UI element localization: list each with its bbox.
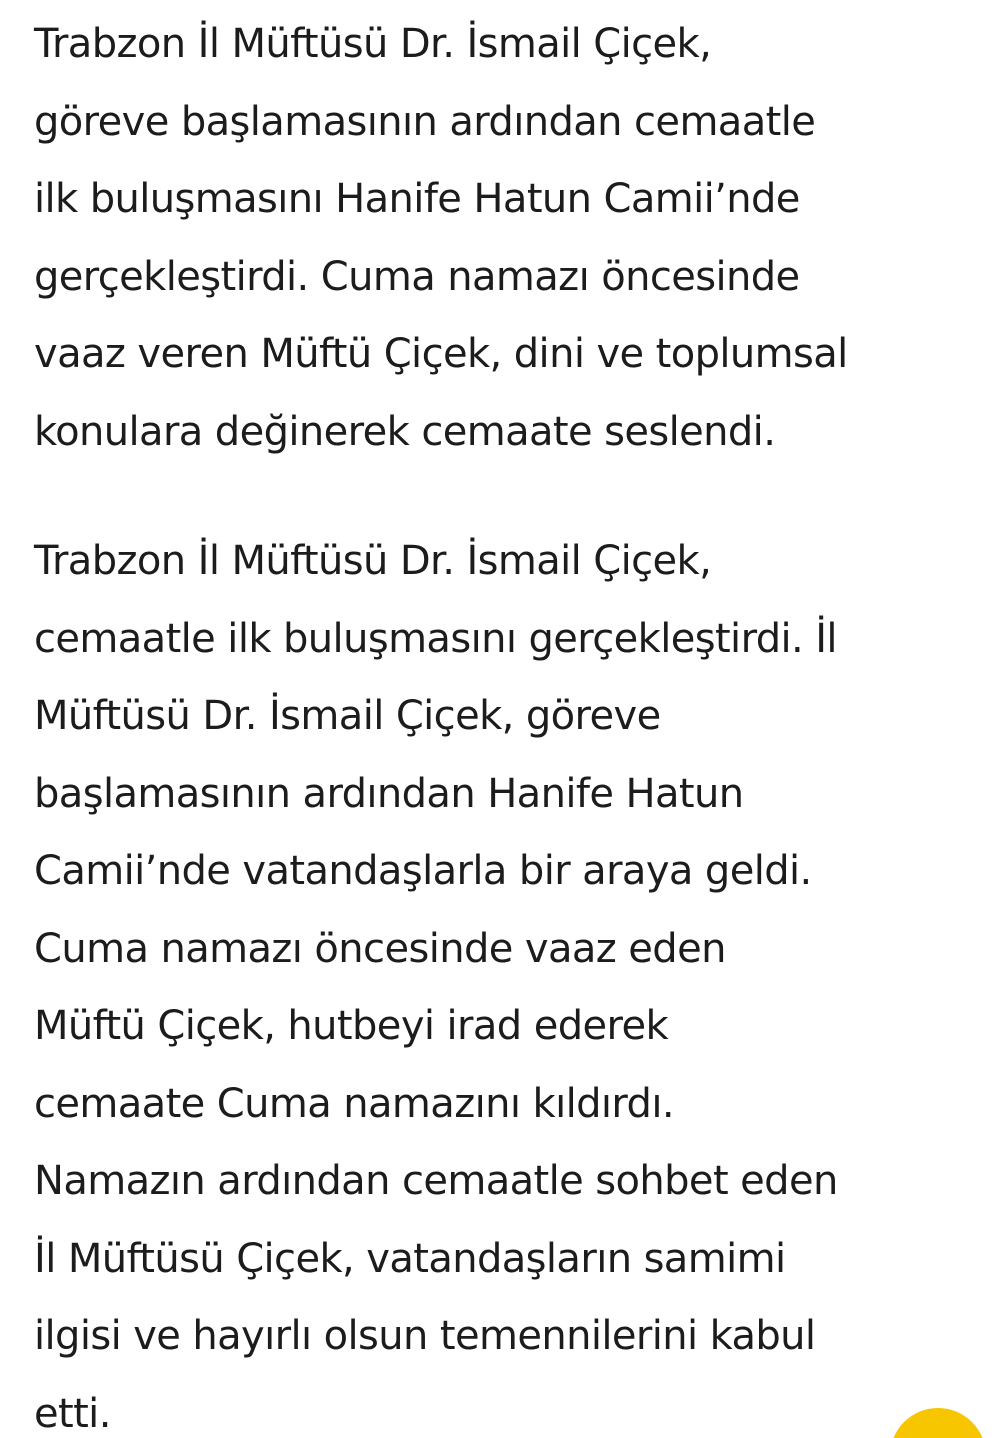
paragraph-line: cemaate Cuma namazını kıldırdı. xyxy=(34,1080,674,1127)
paragraph-line: vaaz veren Müftü Çiçek, dini ve toplumsal xyxy=(34,331,848,377)
paragraph-line: başlamasının ardından Hanife Hatun xyxy=(34,770,744,817)
paragraph-line: etti. xyxy=(34,1390,111,1437)
paragraph-line: Camii’nde vatandaşlarla bir araya geldi. xyxy=(34,848,812,894)
paragraph-line: Trabzon İl Müftüsü Dr. İsmail Çiçek, xyxy=(34,538,712,584)
paragraph-line: Cuma namazı öncesinde vaaz eden xyxy=(34,925,726,972)
paragraph-line: ilk buluşmasını Hanife Hatun Camii’nde xyxy=(34,176,800,222)
article-paragraph-2 xyxy=(34,523,984,1438)
article-paragraph-1 xyxy=(34,6,984,471)
paragraph-line: Müftü Çiçek, hutbeyi irad ederek xyxy=(34,1003,669,1049)
article-body xyxy=(34,6,984,1438)
paragraph-line: gerçekleştirdi. Cuma namazı öncesinde xyxy=(34,253,800,300)
paragraph-line: İl Müftüsü Çiçek, vatandaşların samimi xyxy=(34,1235,786,1282)
paragraph-line: göreve başlamasının ardından cemaatle xyxy=(34,98,816,145)
paragraph-line: ilgisi ve hayırlı olsun temennilerini kabul xyxy=(34,1313,816,1359)
paragraph-line: konulara değinerek cemaate seslendi. xyxy=(34,408,776,455)
paragraph-line: cemaatle ilk buluşmasını gerçekleştirdi. İl xyxy=(34,615,837,662)
paragraph-line: Müftüsü Dr. İsmail Çiçek, göreve xyxy=(34,693,661,739)
paragraph-line: Trabzon İl Müftüsü Dr. İsmail Çiçek, xyxy=(34,21,712,67)
paragraph-line: Namazın ardından cemaatle sohbet eden xyxy=(34,1158,838,1204)
